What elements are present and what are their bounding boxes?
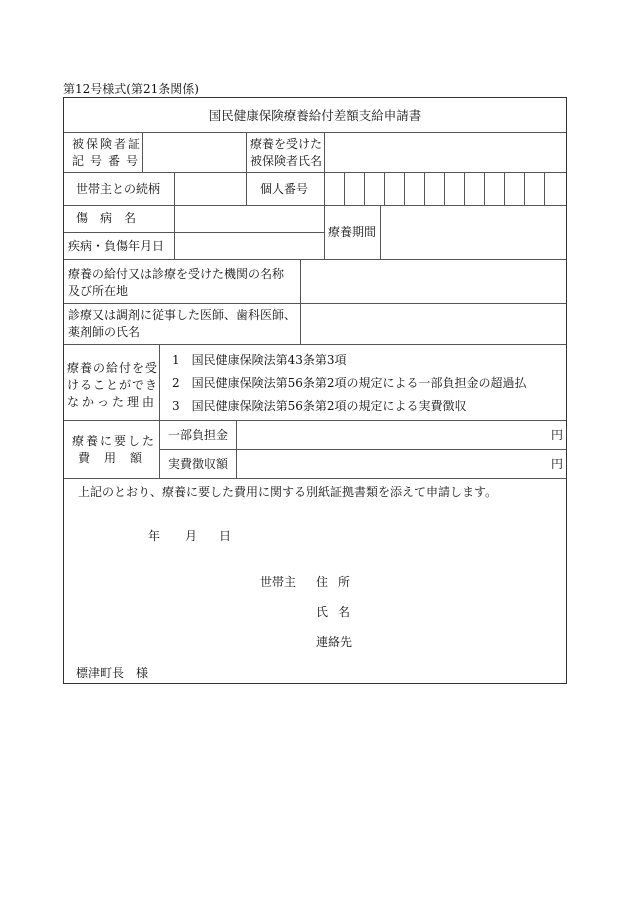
institution-label-1: 療養の給付又は診療を受けた機関の名称 <box>68 267 285 281</box>
patient-name-label-1: 療養を受けた <box>250 137 323 151</box>
addressee: 標津町長 様 <box>76 666 149 680</box>
date-year: 年 <box>148 529 161 543</box>
institution-label-2: 及び所在地 <box>68 284 129 298</box>
insured-cert-label-1: 被保険者証 <box>72 137 143 151</box>
reason-label-2: けることができ <box>67 378 159 392</box>
form-title: 国民健康保険療養給付差額支給申請書 <box>208 108 422 123</box>
reason-option-3: 3 国民健康保険法第56条第2項の規定による実費徴収 <box>172 399 467 413</box>
patient-name-label-2: 被保険者氏名 <box>250 154 323 168</box>
illness-date-label: 疾病・負傷年月日 <box>68 239 165 253</box>
personal-number-label: 個人番号 <box>260 182 309 196</box>
contact-label: 連絡先 <box>316 635 353 649</box>
reason-label-1: 療養の給付を受 <box>67 361 159 375</box>
reason-option-1: 1 国民健康保険法第43条第3項 <box>172 353 347 367</box>
date-month: 月 <box>185 529 198 543</box>
cost-label-2: 費用額 <box>78 451 157 465</box>
cost-label-1: 療養に要した <box>72 434 157 448</box>
illness-label: 傷病名 <box>76 211 149 225</box>
relation-label: 世帯主との続柄 <box>76 182 161 196</box>
reason-option-2: 2 国民健康保険法第56条第2項の規定による一部負担金の超過払 <box>172 376 527 390</box>
insured-cert-label-2: 記号番号 <box>72 154 145 168</box>
date-day: 日 <box>219 529 232 543</box>
practitioner-label-2: 薬剤師の氏名 <box>68 325 141 339</box>
address-label: 住所 <box>316 575 361 589</box>
actual-cost-label: 実費徴収額 <box>168 457 229 471</box>
yen-unit-1: 円 <box>551 428 564 442</box>
form-number: 第12号様式(第21条関係) <box>63 82 199 96</box>
application-form <box>63 97 567 684</box>
reason-label-3: なかった理由 <box>67 395 158 409</box>
yen-unit-2: 円 <box>551 457 564 471</box>
name-label: 氏名 <box>316 605 361 619</box>
treatment-period-label: 療養期間 <box>328 225 377 239</box>
householder-label: 世帯主 <box>260 575 297 589</box>
declaration-text: 上記のとおり、療養に要した費用に関する別紙証拠書類を添えて申請します。 <box>78 485 498 499</box>
practitioner-label-1: 診療又は調剤に従事した医師、歯科医師、 <box>68 308 297 322</box>
partial-burden-label: 一部負担金 <box>168 428 229 442</box>
